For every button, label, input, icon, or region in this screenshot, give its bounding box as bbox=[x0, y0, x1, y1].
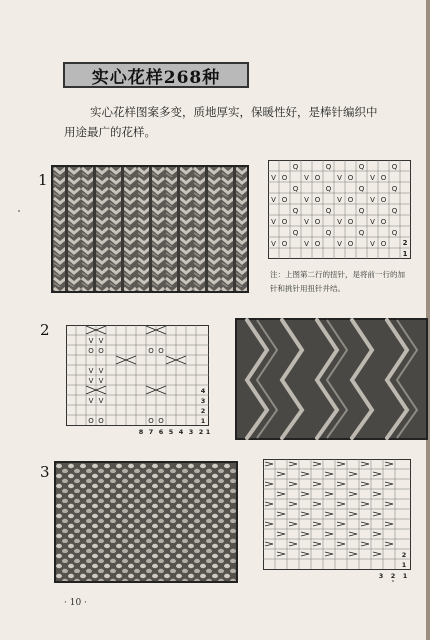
pattern-2-row-label-3: 3 bbox=[200, 397, 206, 405]
scan-speck bbox=[392, 580, 394, 582]
svg-text:O: O bbox=[347, 240, 354, 248]
svg-text:V: V bbox=[337, 240, 342, 248]
svg-text:Q: Q bbox=[358, 207, 365, 215]
pattern-2-col-label-3: 3 bbox=[188, 428, 194, 436]
svg-text:O: O bbox=[314, 218, 321, 226]
pattern-2-col-label-5: 5 bbox=[168, 428, 174, 436]
svg-text:Q: Q bbox=[292, 163, 299, 171]
svg-text:V: V bbox=[337, 218, 342, 226]
pattern-number-2: 2 bbox=[40, 321, 50, 339]
svg-text:O: O bbox=[347, 174, 354, 182]
scan-speck bbox=[18, 210, 20, 212]
svg-text:O: O bbox=[380, 174, 387, 182]
pattern-1-swatch-photo bbox=[51, 165, 249, 293]
svg-text:Q: Q bbox=[292, 207, 299, 215]
svg-text:V: V bbox=[337, 196, 342, 204]
svg-text:O: O bbox=[281, 240, 288, 248]
svg-text:O: O bbox=[148, 417, 154, 425]
pattern-1-row-label-1: 1 bbox=[402, 250, 408, 258]
pattern-3-chart bbox=[263, 459, 411, 581]
svg-text:V: V bbox=[337, 174, 342, 182]
pattern-3-row-label-2: 2 bbox=[401, 551, 407, 559]
svg-text:O: O bbox=[347, 218, 354, 226]
pattern-3-col-label-2: 2 bbox=[390, 572, 396, 580]
svg-text:V: V bbox=[98, 337, 104, 345]
svg-text:O: O bbox=[158, 347, 164, 355]
svg-text:V: V bbox=[88, 397, 94, 405]
svg-text:V: V bbox=[88, 367, 94, 375]
svg-text:V: V bbox=[98, 367, 104, 375]
pattern-1-chart bbox=[268, 160, 411, 259]
section-title: 实心花样268种 bbox=[91, 67, 221, 88]
svg-text:O: O bbox=[98, 347, 104, 355]
pattern-2-row-label-4: 4 bbox=[200, 387, 206, 395]
svg-text:Q: Q bbox=[391, 163, 398, 171]
svg-text:O: O bbox=[148, 347, 154, 355]
svg-text:V: V bbox=[98, 377, 104, 385]
svg-text:V: V bbox=[304, 196, 309, 204]
svg-text:V: V bbox=[98, 397, 104, 405]
svg-text:V: V bbox=[370, 196, 375, 204]
svg-text:Q: Q bbox=[358, 229, 365, 237]
pattern-2-col-label-6: 6 bbox=[158, 428, 164, 436]
svg-text:Q: Q bbox=[292, 229, 299, 237]
svg-text:O: O bbox=[281, 218, 288, 226]
svg-text:V: V bbox=[271, 174, 276, 182]
svg-text:V: V bbox=[88, 337, 94, 345]
svg-text:O: O bbox=[380, 196, 387, 204]
pattern-2-chart bbox=[66, 325, 209, 437]
svg-text:Q: Q bbox=[325, 185, 332, 193]
svg-text:V: V bbox=[370, 174, 375, 182]
svg-text:O: O bbox=[281, 196, 288, 204]
pattern-2-swatch-photo bbox=[235, 318, 428, 440]
page-number: · 10 · bbox=[64, 598, 87, 608]
pattern-2-col-label-7: 7 bbox=[148, 428, 154, 436]
svg-text:V: V bbox=[304, 240, 309, 248]
svg-text:Q: Q bbox=[358, 163, 365, 171]
svg-text:Q: Q bbox=[358, 185, 365, 193]
pattern-number-1: 1 bbox=[38, 171, 48, 189]
pattern-2-col-label-1: 1 bbox=[205, 428, 211, 436]
pattern-3-col-label-1: 1 bbox=[402, 572, 408, 580]
svg-text:O: O bbox=[88, 347, 94, 355]
pattern-1-note: 注：上图第二行的扭针，是将前一行的加针和挑针用扭针并结。 bbox=[270, 270, 405, 293]
svg-text:Q: Q bbox=[292, 185, 299, 193]
svg-text:Q: Q bbox=[391, 207, 398, 215]
svg-text:O: O bbox=[98, 417, 104, 425]
pattern-2-col-label-4: 4 bbox=[178, 428, 184, 436]
svg-text:V: V bbox=[370, 218, 375, 226]
svg-text:V: V bbox=[304, 174, 309, 182]
svg-text:O: O bbox=[88, 417, 94, 425]
pattern-3-col-label-3: 3 bbox=[378, 572, 384, 580]
pattern-3-row-label-1: 1 bbox=[401, 561, 407, 569]
svg-text:O: O bbox=[347, 196, 354, 204]
svg-text:O: O bbox=[314, 174, 321, 182]
svg-text:Q: Q bbox=[325, 207, 332, 215]
pattern-2-col-label-2: 2 bbox=[198, 428, 204, 436]
svg-text:O: O bbox=[314, 240, 321, 248]
pattern-1-row-label-2: 2 bbox=[402, 239, 408, 247]
svg-text:V: V bbox=[304, 218, 309, 226]
section-title-box bbox=[63, 62, 249, 88]
svg-text:V: V bbox=[271, 218, 276, 226]
pattern-number-3: 3 bbox=[40, 463, 50, 481]
svg-text:O: O bbox=[281, 174, 288, 182]
svg-text:V: V bbox=[370, 240, 375, 248]
pattern-2-row-label-1: 1 bbox=[200, 417, 206, 425]
svg-text:Q: Q bbox=[325, 163, 332, 171]
svg-text:V: V bbox=[271, 240, 276, 248]
pattern-2-col-label-8: 8 bbox=[138, 428, 144, 436]
svg-text:O: O bbox=[380, 240, 387, 248]
svg-text:Q: Q bbox=[391, 185, 398, 193]
pattern-2-row-label-2: 2 bbox=[200, 407, 206, 415]
svg-text:O: O bbox=[380, 218, 387, 226]
svg-text:O: O bbox=[314, 196, 321, 204]
svg-text:Q: Q bbox=[391, 229, 398, 237]
svg-text:O: O bbox=[158, 417, 164, 425]
svg-text:V: V bbox=[271, 196, 276, 204]
svg-text:V: V bbox=[88, 377, 94, 385]
svg-text:Q: Q bbox=[325, 229, 332, 237]
pattern-3-swatch-photo bbox=[54, 461, 238, 583]
intro-paragraph: 实心花样图案多变，质地厚实，保暖性好，是棒针编织中用途最广的花样。 bbox=[64, 105, 378, 139]
